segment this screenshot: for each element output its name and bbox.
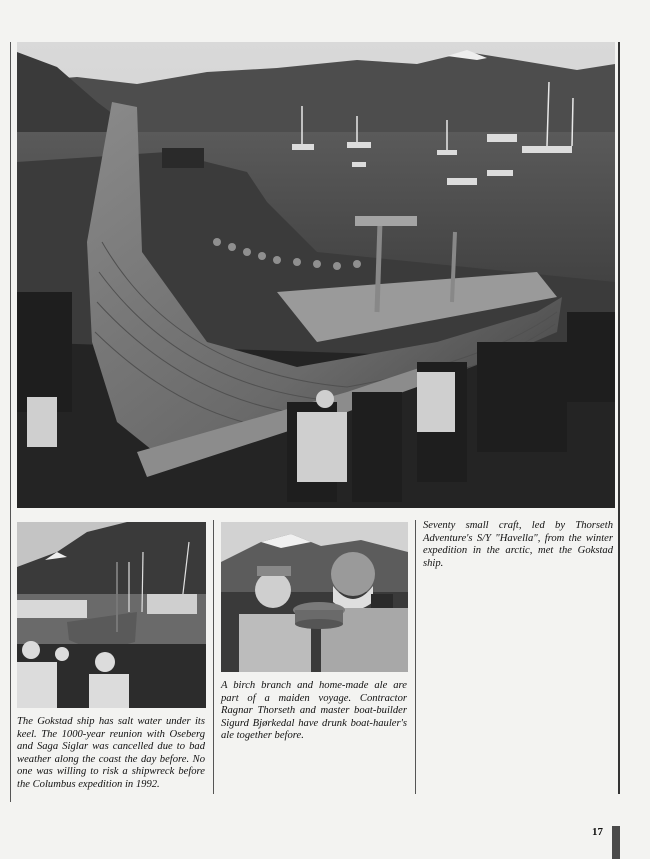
caption-main-photo: Seventy small craft, led by Thorseth Adventure's S/Y "Havella", from the winter expedition in the arctic, met the Gokstad ship.: [423, 520, 613, 569]
main-photo-viking-ship-launch: [17, 42, 615, 508]
column-rule-right: [415, 520, 416, 794]
caption-middle-photo: A birch branch and home-made ale are part of a maiden voyage. Contractor Ragnar Thorseth and master boat-builder Sigurd Bjørkedal have drunk boat-hauler's ale together before.: [221, 680, 407, 742]
page-left-rule: [10, 42, 11, 802]
page-right-rule: [618, 42, 620, 794]
page-edge-tab: [612, 826, 620, 859]
caption-left-photo: The Gokstad ship has salt water under its keel. The 1000-year reunion with Oseberg and Saga Siglar was cancelled due to bad weather along the coast the day before. No one was willing to risk a shipwreck before the Columbus expedition in 1992.: [17, 716, 205, 790]
page-number: 17: [592, 826, 603, 838]
middle-photo-two-men-with-ale-bowl: [221, 522, 408, 672]
column-rule-left: [213, 520, 214, 794]
left-photo-ship-in-water: [17, 522, 206, 708]
